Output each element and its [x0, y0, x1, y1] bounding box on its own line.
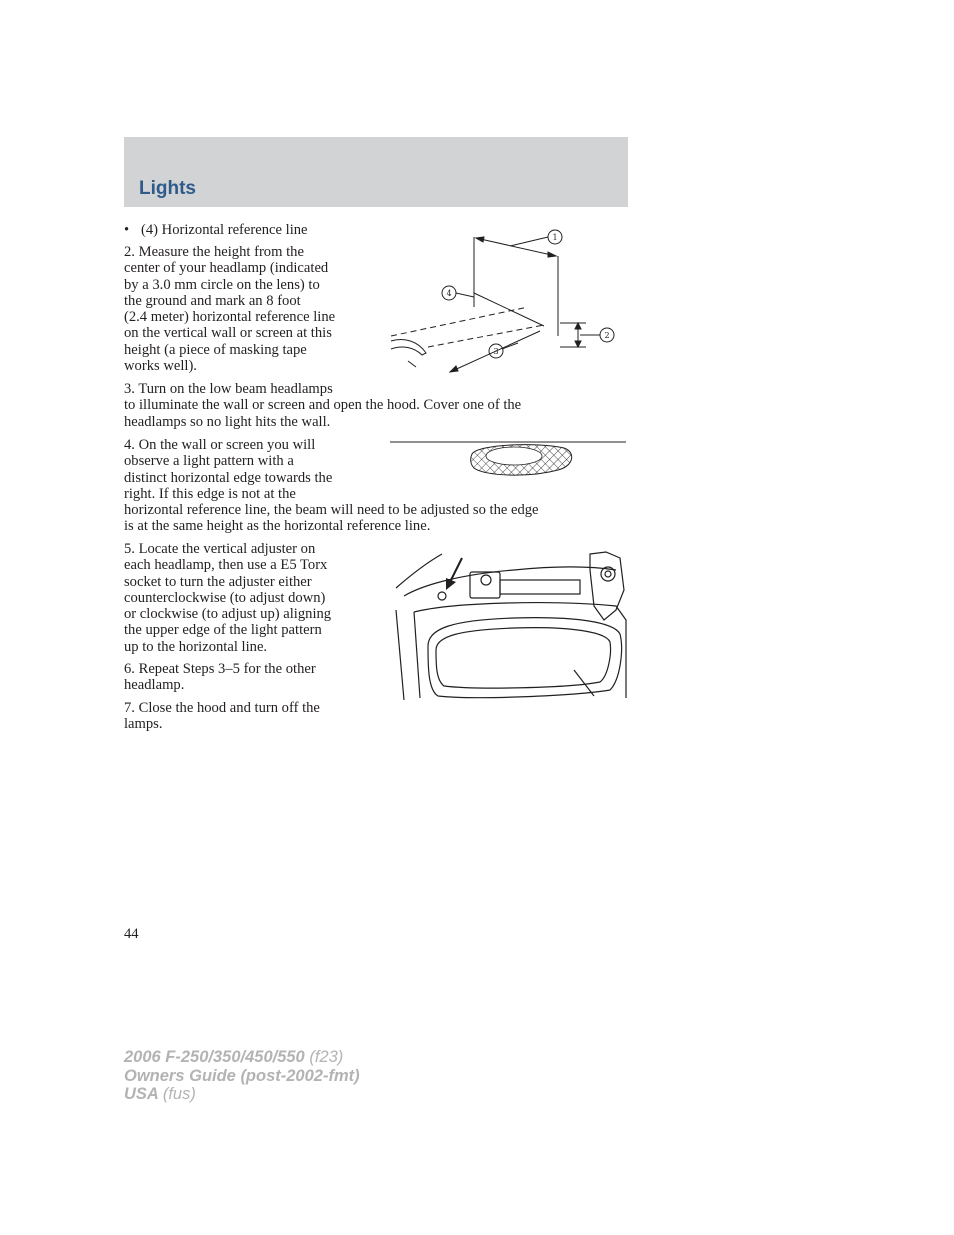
bullet-item: [124, 222, 308, 238]
step-5-line: the upper edge of the light pattern: [124, 622, 322, 639]
step-2-line: height (a piece of masking tape: [124, 341, 307, 358]
footer-line-1: [124, 1048, 360, 1067]
footer-market: USA: [124, 1085, 159, 1103]
step-2-line: by a 3.0 mm circle on the lens) to: [124, 276, 320, 293]
step-5-line: up to the horizontal line.: [124, 638, 268, 655]
callout-1-leader: [510, 237, 548, 246]
arrowhead-down: [575, 341, 581, 347]
projection-line-lower: [428, 325, 544, 347]
page-number: 44: [124, 926, 139, 942]
callout-4-label: 4: [446, 289, 452, 298]
step-2-line: on the vertical wall or screen at this: [124, 325, 332, 342]
step-5-line: or clockwise (to adjust up) aligning: [124, 606, 332, 623]
step-7: [124, 700, 320, 733]
section-title: Lights: [139, 178, 196, 199]
footer-model: 2006 F-250/350/450/550: [124, 1048, 305, 1066]
step-2-line: the ground and mark an 8 foot: [124, 292, 301, 309]
headlamp-lens-outer: [428, 618, 622, 698]
step-2-line: 2. Measure the height from the: [124, 244, 304, 260]
step-4-line: observe a light pattern with a: [124, 453, 294, 470]
step-6-line: 6. Repeat Steps 3–5 for the other: [124, 661, 316, 677]
step-3-line: 3. Turn on the low beam headlamps: [124, 381, 333, 397]
headlamp-detail: [408, 361, 416, 367]
step-7-line: lamps.: [124, 716, 163, 733]
callout-4-leader: [456, 293, 474, 297]
arrowhead-distance: [450, 366, 458, 372]
document-footer: [124, 1048, 360, 1104]
step-6-line: headlamp.: [124, 677, 185, 694]
radiator-support: [404, 567, 616, 596]
headlamp-adjuster-illustration: [394, 550, 628, 702]
step-3: [124, 381, 521, 430]
step-7-line: 7. Close the hood and turn off the: [124, 700, 320, 716]
light-pattern-diagram: [388, 434, 628, 480]
step-5-line: counterclockwise (to adjust down): [124, 589, 326, 606]
step-4-line: is at the same height as the horizontal reference line.: [124, 518, 431, 535]
headlamp-housing-left: [414, 612, 420, 698]
connector-bolt-center: [605, 571, 611, 577]
section-header-band: [124, 137, 628, 207]
vertical-adjuster-screw: [438, 592, 446, 600]
footer-model-code: (f23): [309, 1048, 344, 1066]
headlamp-housing-top: [414, 603, 626, 698]
callout-3-leader: [502, 343, 518, 349]
step-6: [124, 661, 316, 694]
step-5-line: 5. Locate the vertical adjuster on: [124, 541, 316, 557]
bracket-bolt: [481, 575, 491, 585]
footer-line-2: Owners Guide (post-2002-fmt): [124, 1066, 360, 1085]
callout-1-label: 1: [552, 233, 558, 242]
step-3-line: to illuminate the wall or screen and open the hood. Cover one of the: [124, 397, 522, 414]
footer-line-3: [124, 1085, 360, 1104]
headlamp-outline: [391, 340, 426, 356]
step-4-line: horizontal reference line, the beam will need to be adjusted so the edge: [124, 502, 539, 519]
step-2: [124, 244, 335, 374]
step-4-line: distinct horizontal edge towards the: [124, 469, 333, 486]
step-5-line: each headlamp, then use a E5 Torx: [124, 557, 328, 574]
headlamp-aiming-diagram: [388, 225, 628, 381]
bullet-marker: •: [124, 222, 130, 238]
headlamp-lens-inner: [436, 628, 611, 688]
fender-edge: [396, 610, 404, 700]
mounting-rail: [500, 580, 580, 594]
callout-3-label: 3: [493, 347, 499, 356]
step-2-line: (2.4 meter) horizontal reference line: [124, 309, 336, 326]
step-4-line: right. If this edge is not at the: [124, 485, 296, 502]
footer-market-code: (fus): [162, 1085, 196, 1103]
step-2-line: center of your headlamp (indicated: [124, 260, 329, 277]
width-arrow: [476, 238, 556, 256]
horizontal-reference-line: [474, 293, 544, 326]
step-2-line: works well).: [124, 358, 197, 375]
step-5-line: socket to turn the adjuster either: [124, 573, 312, 590]
bullet-text: (4) Horizontal reference line: [141, 222, 308, 238]
arrowhead-left: [476, 237, 484, 242]
callout-2-label: 2: [604, 331, 610, 340]
light-pattern-hotspot: [486, 447, 542, 465]
step-4-line: 4. On the wall or screen you will: [124, 437, 316, 453]
arrowhead-right: [548, 252, 556, 257]
arrowhead-up: [575, 323, 581, 329]
step-5: [124, 541, 331, 655]
step-3-line: headlamps so no light hits the wall.: [124, 413, 331, 430]
